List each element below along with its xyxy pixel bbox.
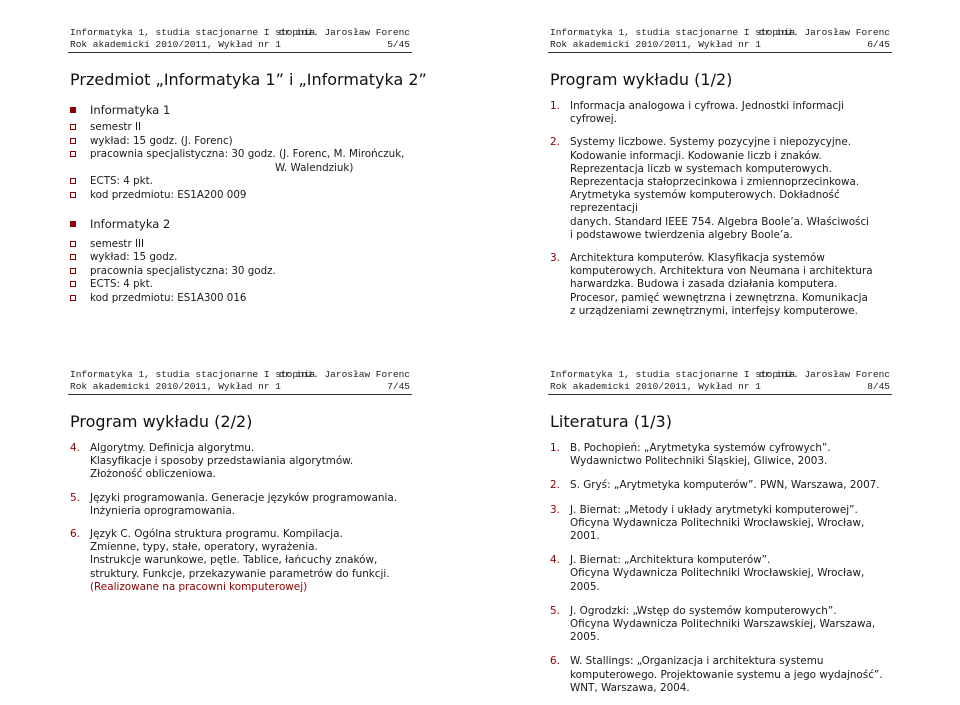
page-number: 8/45	[867, 381, 890, 392]
bullet-box-icon	[70, 254, 76, 260]
list-item: ECTS: 4 pkt.	[70, 278, 410, 292]
list-item: pracownia specjalistyczna: 30 godz. (J. Forenc, M. Mirończuk,	[70, 148, 410, 162]
slide-8	[480, 342, 960, 694]
bullet-box-icon	[70, 178, 76, 184]
header-author: dr inż. Jarosław Forenc	[758, 27, 890, 38]
slide-body	[550, 100, 890, 328]
list-item: 2. Systemy liczbowe. Systemy pozycyjne i niepozycyjne. Kodowanie informacji. Kodowanie liczb i znaków. Reprezentacja liczb w systemach komputerowych. Reprezentacja stałoprzecinkowa i zmiennoprzecinkowa. Arytmetyka systemów komputerowych. Dokładność reprezentacji danych. Standard IEEE 754. Algebra Boole’a. Właściwości i podstawowe twierdzenia algebry Boole’a.	[550, 136, 870, 241]
list-item: 4. Algorytmy. Definicja algorytmu. Klasyfikacje i sposoby przedstawiania algorytmów. Złożoność obliczeniowa.	[70, 442, 354, 481]
list-item: wykład: 15 godz.	[70, 251, 410, 265]
list-item: 2. S. Gryś: „Arytmetyka komputerów”. PWN, Warszawa, 2007.	[550, 479, 880, 492]
bullet-box-icon	[70, 241, 76, 247]
header-divider	[68, 52, 412, 53]
header-course: Informatyka 1, studia stacjonarne I stopnia	[550, 27, 796, 38]
header-divider	[68, 394, 412, 395]
header-author: dr inż. Jarosław Forenc	[278, 27, 410, 38]
slide-7	[0, 342, 480, 684]
slide-body	[550, 442, 890, 705]
page-number: 5/45	[387, 39, 410, 50]
bullet-box-icon	[70, 295, 76, 301]
header-divider	[548, 52, 892, 53]
slide-title: Program wykładu (1/2)	[550, 70, 733, 89]
page-number: 7/45	[387, 381, 410, 392]
list-item: semestr II	[70, 121, 410, 135]
slide-5	[0, 0, 480, 342]
header-course: Informatyka 1, studia stacjonarne I stopnia	[70, 369, 316, 380]
bullet-box-icon	[70, 138, 76, 144]
slide-title: Program wykładu (2/2)	[70, 412, 253, 431]
list-item: wykład: 15 godz. (J. Forenc)	[70, 135, 410, 149]
header-year: Rok akademicki 2010/2011, Wykład nr 1	[550, 381, 761, 392]
bullet-box-icon	[70, 192, 76, 198]
header-course: Informatyka 1, studia stacjonarne I stopnia	[70, 27, 316, 38]
list-item: 3. Architektura komputerów. Klasyfikacja systemów komputerowych. Architektura von Neumana i architektura harwardzka. Budowa i zasada działania komputera. Procesor, pamięć wewnętrzna i zewnętrzna. Komunikacja z urządzeniami zewnętrznymi, interfejsy komputerowe.	[550, 252, 873, 317]
list-item: 6. W. Stallings: „Organizacja i architektura systemu komputerowego. Projektowanie systemu a jego wydajność”. WNT, Warszawa, 2004.	[550, 655, 883, 694]
list-item: 5. J. Ogrodzki: „Wstęp do systemów komputerowych”. Oficyna Wydawnicza Politechniki Warszawskiej, Warszawa, 2005.	[550, 604, 876, 644]
slide-body	[70, 442, 410, 604]
group-heading: Informatyka 1	[70, 104, 410, 117]
slide-6	[480, 0, 960, 342]
header-author: dr inż. Jarosław Forenc	[278, 369, 410, 380]
list-item: semestr III	[70, 238, 410, 252]
bullet-box-icon	[70, 268, 76, 274]
header-divider	[548, 394, 892, 395]
list-item: 1. B. Pochopień: „Arytmetyka systemów cyfrowych”. Wydawnictwo Politechniki Śląskiej, Gliwice, 2003.	[550, 442, 831, 468]
bullet-box-icon	[70, 151, 76, 157]
list-item: 5. Języki programowania. Generacje języków programowania. Inżynieria oprogramowania.	[70, 491, 398, 517]
header-author: dr inż. Jarosław Forenc	[758, 369, 890, 380]
list-item: ECTS: 4 pkt.	[70, 175, 410, 189]
list-item: pracownia specjalistyczna: 30 godz.	[70, 265, 410, 279]
list-item: 6. Język C. Ogólna struktura programu. Kompilacja. Zmienne, typy, stałe, operatory, wyrażenia. Instrukcje warunkowe, pętle. Tablice, łańcuchy znaków, struktury. Funkcje, przekazywanie parametrów do funkcji. (Realizowane na pracowni komputerowej)	[70, 528, 410, 594]
slide-body	[70, 100, 410, 305]
bullet-square-icon	[70, 221, 76, 227]
slide-title: Przedmiot „Informatyka 1” i „Informatyka 2”	[70, 70, 427, 89]
list-item: kod przedmiotu: ES1A300 016	[70, 292, 410, 306]
list-item: 4. J. Biernat: „Architektura komputerów”. Oficyna Wydawnicza Politechniki Wrocławskiej, Wrocław, 2005.	[550, 554, 865, 593]
bullet-box-icon	[70, 124, 76, 130]
slide-title: Literatura (1/3)	[550, 412, 672, 431]
list-item: 3. J. Biernat: „Metody i układy arytmetyki komputerowej”. Oficyna Wydawnicza Politechniki Wrocławskiej, Wrocław, 2001.	[550, 503, 865, 543]
note-text: (Realizowane na pracowni komputerowej)	[90, 580, 308, 593]
header-year: Rok akademicki 2010/2011, Wykład nr 1	[550, 39, 761, 50]
header-course: Informatyka 1, studia stacjonarne I stopnia	[550, 369, 796, 380]
bullet-box-icon	[70, 281, 76, 287]
header-year: Rok akademicki 2010/2011, Wykład nr 1	[70, 381, 281, 392]
list-item-continuation: W. Walendziuk)	[275, 161, 354, 174]
header-year: Rok akademicki 2010/2011, Wykład nr 1	[70, 39, 281, 50]
list-item: 1. Informacja analogowa i cyfrowa. Jednostki informacji cyfrowej.	[550, 100, 845, 126]
list-item: kod przedmiotu: ES1A200 009	[70, 189, 410, 203]
group-heading: Informatyka 2	[70, 218, 410, 231]
bullet-square-icon	[70, 107, 76, 113]
page-number: 6/45	[867, 39, 890, 50]
